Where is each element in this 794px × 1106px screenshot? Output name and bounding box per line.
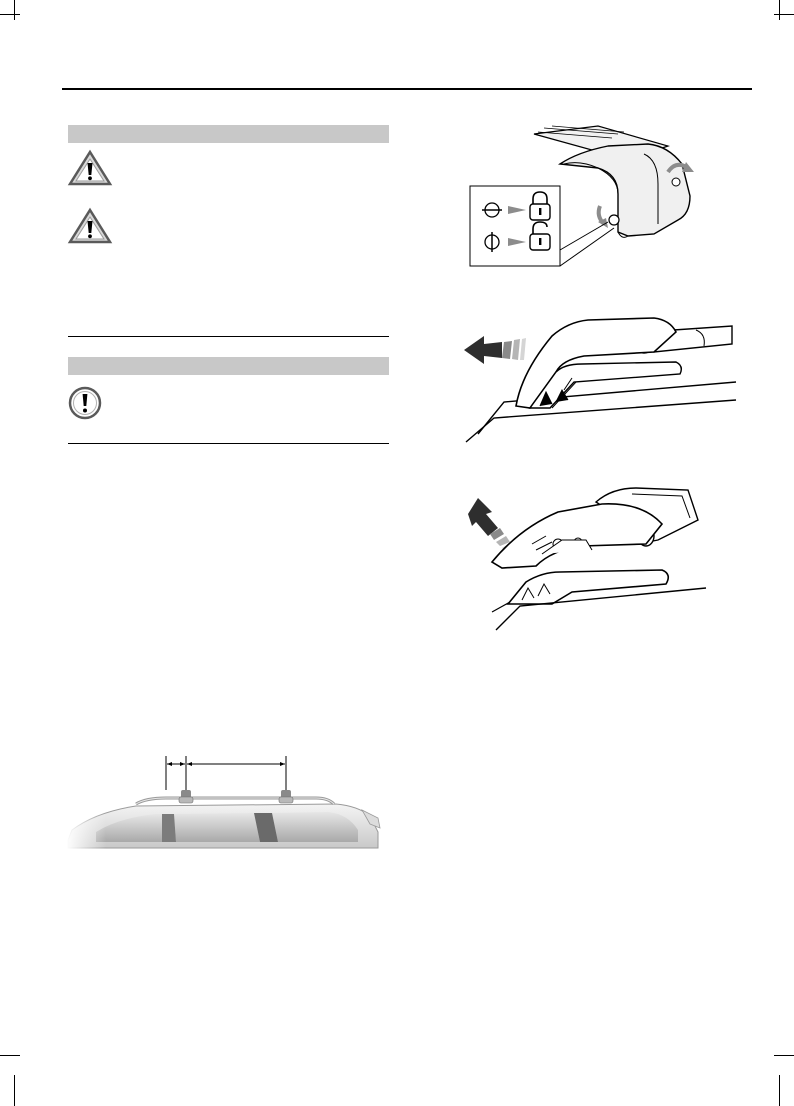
section-divider (68, 443, 389, 444)
crossbar-foot-slide-forward-illustration (464, 312, 736, 442)
caution-section-bar (68, 357, 389, 375)
crop-mark (774, 1055, 794, 1056)
crossbar-foot-lift-up-illustration (462, 484, 706, 630)
warning-triangle-icon (68, 150, 112, 186)
crop-mark (779, 0, 780, 20)
crossbar-foot-lock-key-illustration (468, 124, 708, 270)
crop-mark (779, 1075, 780, 1106)
crop-mark (0, 1055, 20, 1056)
roof-rail-crossbar-spacing-illustration (66, 752, 382, 850)
crop-mark (14, 0, 15, 20)
crop-mark (0, 14, 20, 15)
warning-triangle-icon (68, 208, 112, 244)
section-divider (68, 336, 389, 337)
crop-mark (774, 14, 794, 15)
warning-section-bar (68, 125, 389, 143)
caution-circle-icon (68, 386, 102, 420)
header-rule (62, 88, 752, 90)
crop-mark (14, 1075, 15, 1106)
